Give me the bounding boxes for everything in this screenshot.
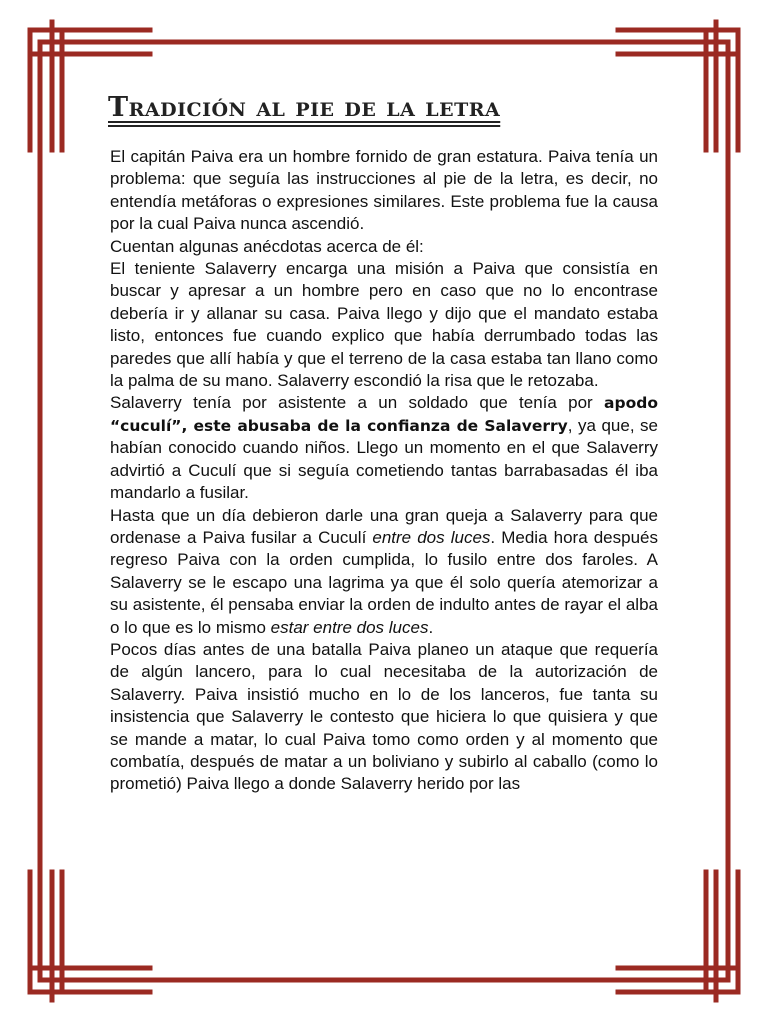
p5-text-a: Hasta que un día debieron darle una gran queja a Salaverry para que ordenase a Paiva fusilar a Cuculí — [110, 505, 658, 547]
paragraph-5 — [110, 505, 658, 639]
page-title: Tradición al pie de la letra — [108, 92, 501, 123]
p4-text-a: Salaverry tenía por asistente a un soldado que tenía por — [110, 393, 605, 413]
p5-italic-2: estar entre dos luces — [270, 617, 429, 637]
paragraph-1: El capitán Paiva era un hombre fornido de gran estatura. Paiva tenía un problema: que seguía las instrucciones al pie de la letra, es decir, no entendía metáforas o expresiones similares. Este problema fue la causa por la cual Paiva nunca ascendió. — [110, 147, 658, 234]
paragraph-4 — [110, 392, 658, 504]
p5-text-e: . — [428, 617, 434, 637]
paragraph-3: El teniente Salaverry encarga una misión a Paiva que consistía en buscar y apresar a un hombre pero en caso que no lo encontrase debería ir y allanar su casa. Paiva llego y dijo que el mandato estaba listo, entonces fue cuando explico que había derrumbado todas las paredes que allí había y que el terreno de la casa estaba tan llano como la palma de su mano. Salaverry escondió la risa que le retozaba. — [110, 259, 658, 391]
p4-bold-text: apodo “cuculí”, este abusaba de la confianza de Salaverry — [110, 394, 658, 435]
p5-italic-1: entre dos luces — [372, 527, 491, 547]
document-body — [110, 146, 658, 796]
p5-text-c: . Media hora después regreso Paiva con la orden cumplida, lo fusilo entre dos faroles. A Salaverry se le escapo una lagrima ya que él solo quería atemorizar a su asistente, él pensaba enviar la orden de indulto antes de rayar el alba o lo que es lo mismo — [110, 527, 659, 637]
p4-text-c: , ya que, se habían conocido cuando niños. Llego un momento en el que Salaverry advirtió a Cuculí que si seguía cometiendo tantas barrabasadas él iba mandarlo a fusilar. — [110, 415, 659, 503]
paragraph-6: Pocos días antes de una batalla Paiva planeo un ataque que requería de algún lancero, para lo cual necesitaba de la autorización de Salaverry. Paiva insistió mucho en lo de los lanceros, fue tanta su insistencia que Salaverry le contesto que hiciera lo que quisiera y que se mande a matar, lo cual Paiva tomo como orden y al momento que combatía, después de matar a un boliviano y subirlo al caballo (como lo prometió) Paiva llego a donde Salaverry herido por las — [110, 639, 658, 794]
paragraph-2: Cuentan algunas anécdotas acerca de él: — [110, 236, 424, 256]
